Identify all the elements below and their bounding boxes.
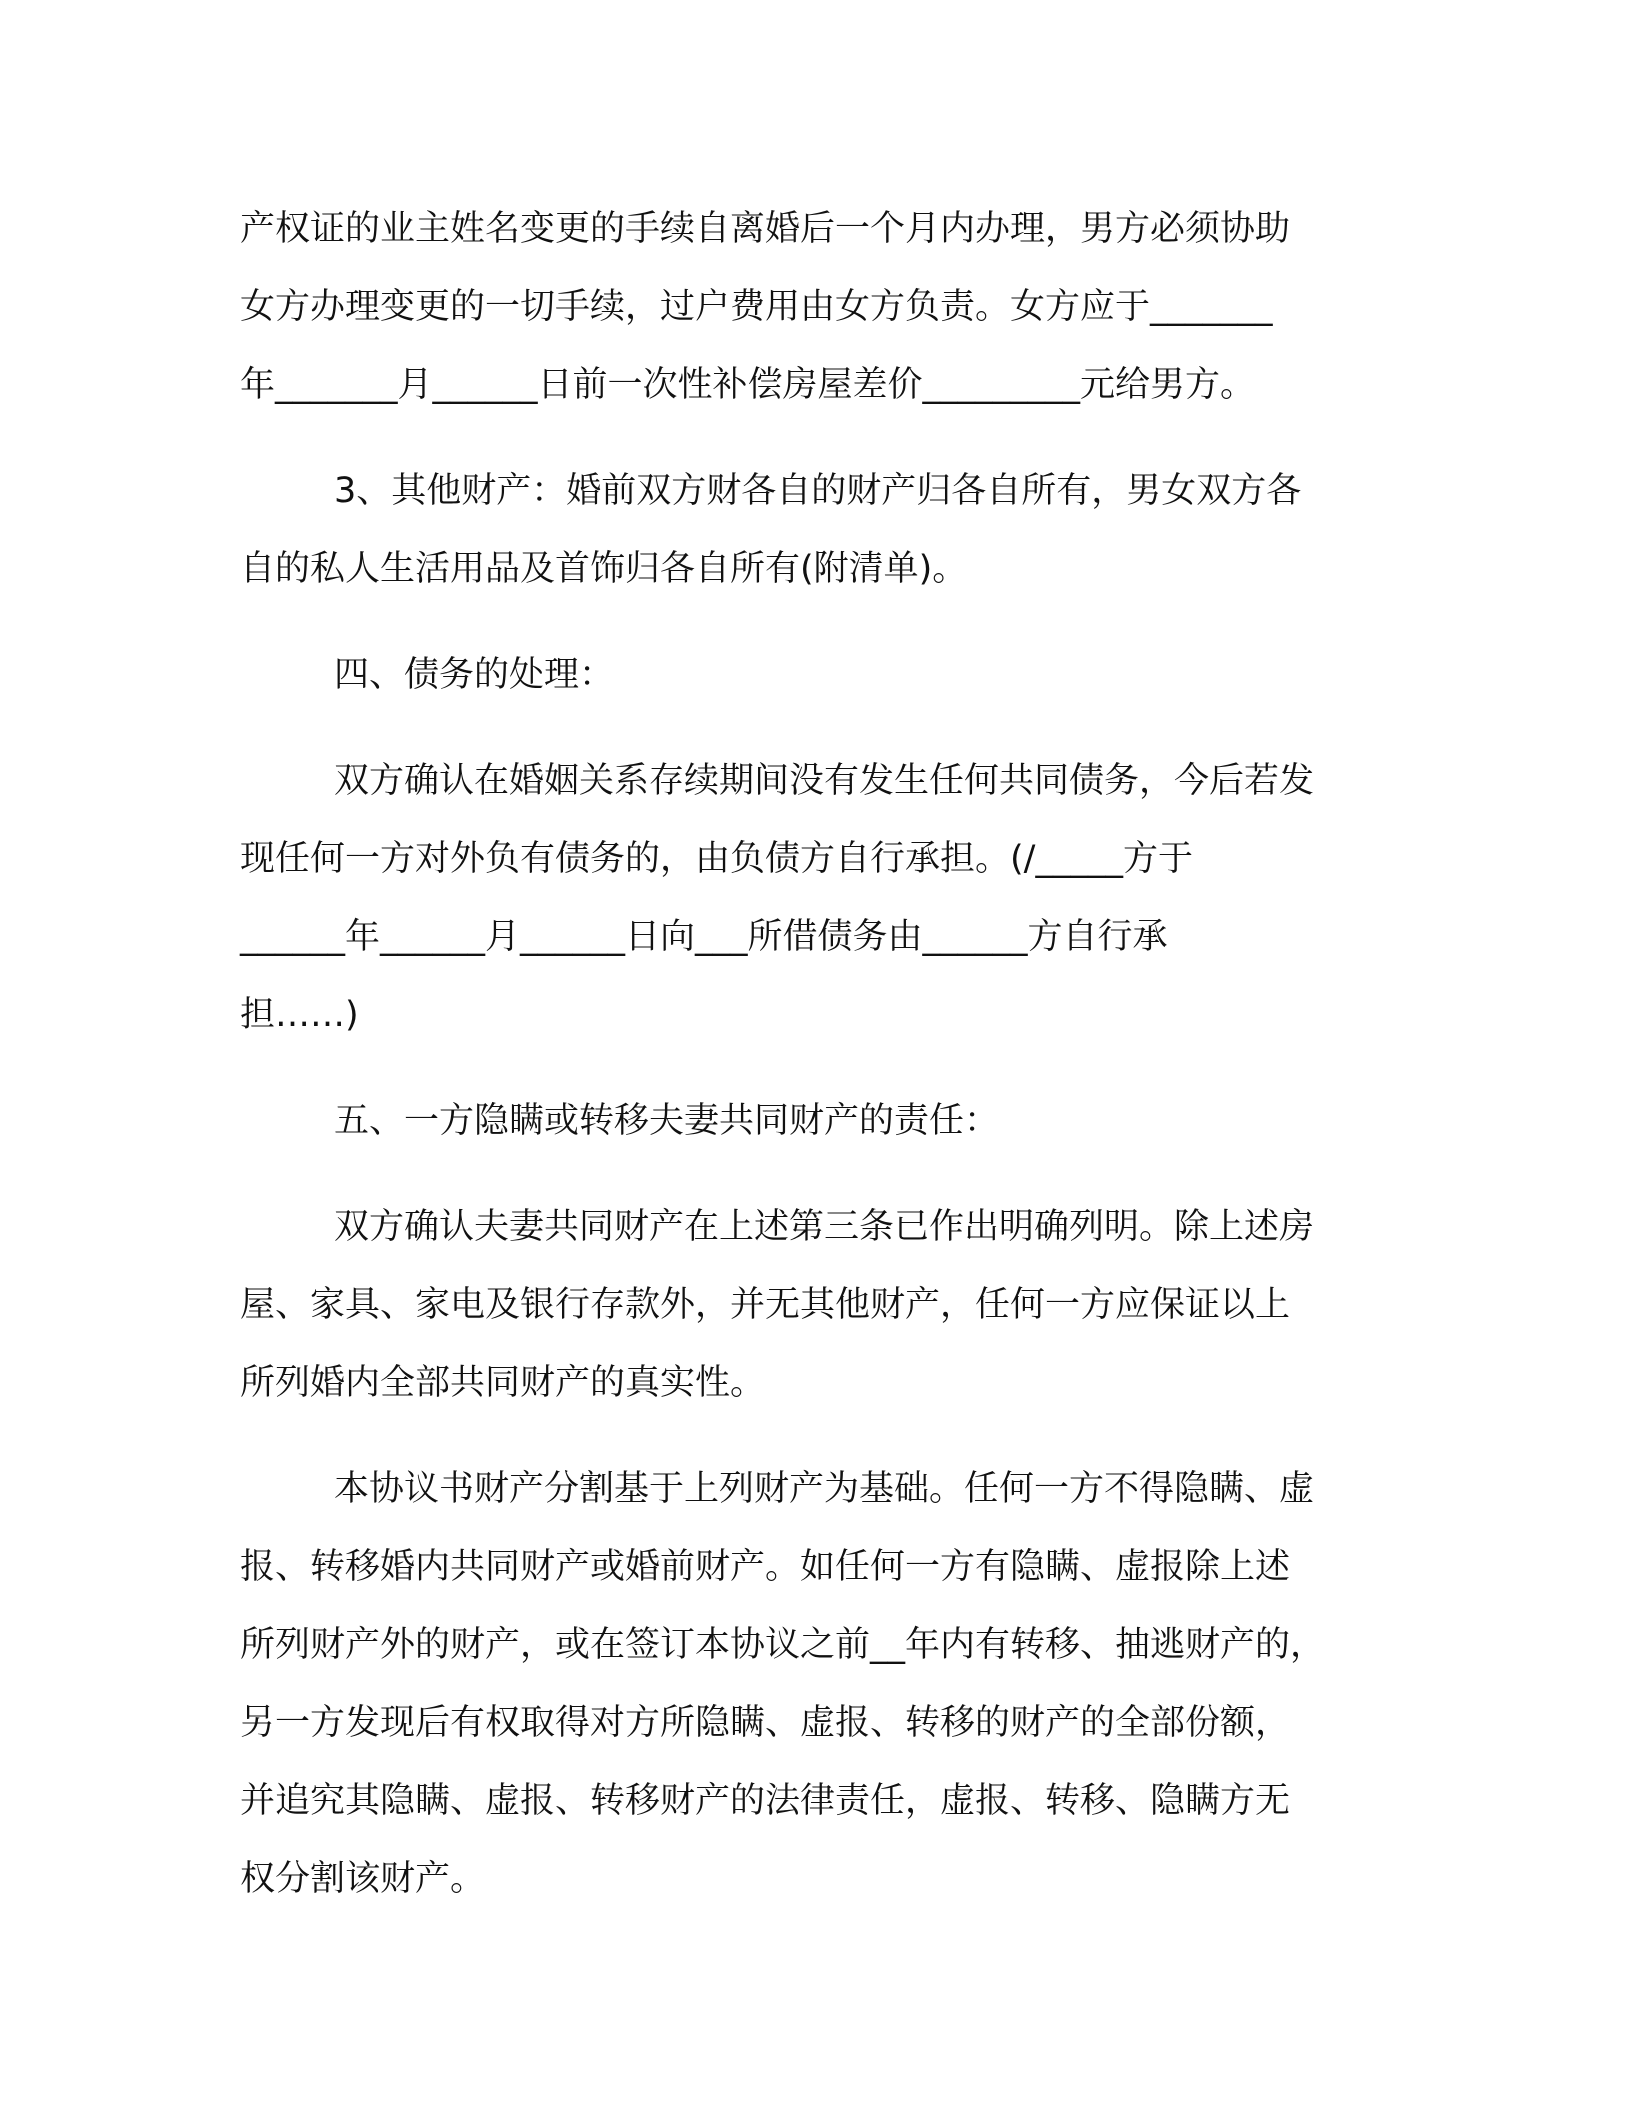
paragraph-line: 屋、家具、家电及银行存款外，并无其他财产，任何一方应保证以上 bbox=[240, 1285, 1291, 1325]
paragraph-debt bbox=[240, 742, 1400, 1054]
section-heading-debt: 四、债务的处理： bbox=[334, 655, 615, 695]
paragraph-line: 并追究其隐瞒、虚报、转移财产的法律责任，虚报、转移、隐瞒方无 bbox=[240, 1781, 1291, 1821]
paragraph-line: ______年______月______日向___所借债务由______方自行承 bbox=[240, 917, 1168, 957]
document-body bbox=[240, 190, 1400, 1918]
paragraph-line: 现任何一方对外负有债务的，由负债方自行承担。(/_____方于 bbox=[240, 839, 1193, 879]
paragraph-property-certificate bbox=[240, 190, 1400, 424]
paragraph-line: 产权证的业主姓名变更的手续自离婚后一个月内办理，男方必须协助 bbox=[240, 209, 1291, 249]
paragraph-other-property bbox=[240, 452, 1400, 608]
paragraph-line: 3、其他财产：婚前双方财各自的财产归各自所有，男女双方各 bbox=[334, 471, 1302, 511]
paragraph-confirm-property bbox=[240, 1188, 1400, 1422]
paragraph-line: 权分割该财产。 bbox=[240, 1859, 486, 1899]
paragraph-line: 自的私人生活用品及首饰归各自所有(附清单)。 bbox=[240, 549, 968, 589]
paragraph-line: 报、转移婚内共同财产或婚前财产。如任何一方有隐瞒、虚报除上述 bbox=[240, 1547, 1291, 1587]
paragraph-division-basis bbox=[240, 1450, 1400, 1918]
section-heading-concealment: 五、一方隐瞒或转移夫妻共同财产的责任： bbox=[334, 1101, 1000, 1141]
paragraph-line: 女方办理变更的一切手续，过户费用由女方负责。女方应于_______ bbox=[240, 287, 1273, 327]
paragraph-line: 所列婚内全部共同财产的真实性。 bbox=[240, 1363, 766, 1403]
paragraph-line: 担……) bbox=[240, 995, 359, 1035]
paragraph-line: 年_______月______日前一次性补偿房屋差价_________元给男方。 bbox=[240, 365, 1256, 405]
paragraph-line: 另一方发现后有权取得对方所隐瞒、虚报、转移的财产的全部份额， bbox=[240, 1703, 1291, 1743]
paragraph-line: 双方确认在婚姻关系存续期间没有发生任何共同债务，今后若发 bbox=[334, 761, 1315, 801]
paragraph-line: 所列财产外的财产，或在签订本协议之前__年内有转移、抽逃财产的， bbox=[240, 1625, 1326, 1665]
paragraph-line: 本协议书财产分割基于上列财产为基础。任何一方不得隐瞒、虚 bbox=[334, 1469, 1315, 1509]
paragraph-line: 双方确认夫妻共同财产在上述第三条已作出明确列明。除上述房 bbox=[334, 1207, 1315, 1247]
